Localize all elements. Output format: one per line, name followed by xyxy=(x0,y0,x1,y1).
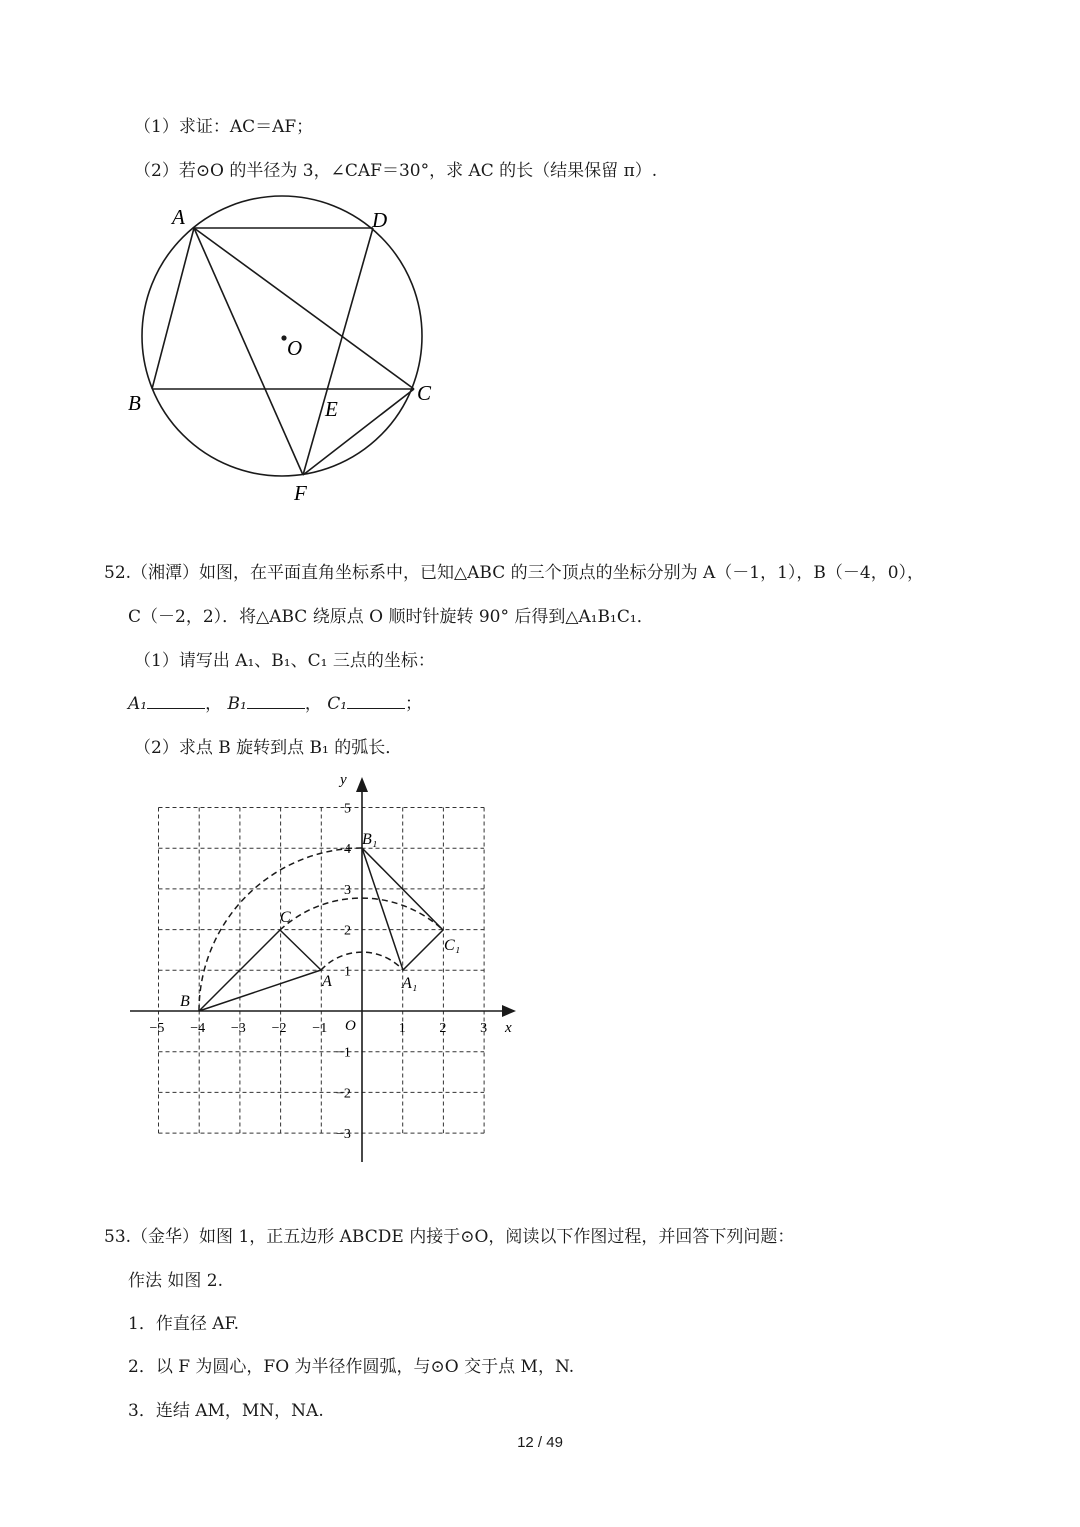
q52-coordinate-graph xyxy=(125,770,525,1170)
x-tick-label: 1 xyxy=(398,1021,406,1036)
x-tick-label: 2 xyxy=(439,1021,447,1036)
y-tick-label: 3 xyxy=(344,882,351,898)
label-f: F xyxy=(294,481,307,505)
tick-labels xyxy=(150,802,488,1143)
seg-ac xyxy=(194,228,414,389)
q53-line1: 53.（金华）如图 1，正五边形 ABCDE 内接于⊙O，阅读以下作图过程，并回答下列问题： xyxy=(104,1227,795,1247)
page-number: 12 / 49 xyxy=(517,1434,563,1451)
q52-line2: C（－2，2）．将△ABC 绕原点 O 顺时针旋转 90° 后得到△A₁B₁C₁． xyxy=(128,607,654,627)
sep-2: ， xyxy=(304,694,322,714)
q52-blanks xyxy=(128,693,422,715)
x-tick-label: −2 xyxy=(271,1021,287,1036)
q51-part2: （2）若⊙O 的半径为 3，∠CAF＝30°，求 AC 的长（结果保留 π）. xyxy=(134,161,658,181)
label-b: B xyxy=(128,391,141,415)
circle-o xyxy=(142,196,422,476)
label-e: E xyxy=(325,397,338,421)
y-tick-label: 2 xyxy=(344,923,351,939)
label-c: C xyxy=(417,381,432,405)
q51-figure xyxy=(125,195,445,515)
q51-part1: （1）求证：AC＝AF； xyxy=(134,117,314,137)
blank-a1[interactable] xyxy=(147,694,205,709)
q53-step2: 2．以 F 为圆心，FO 为半径作圆弧，与⊙O 交于点 M，N. xyxy=(128,1357,575,1377)
x-tick-label: −4 xyxy=(190,1021,206,1036)
point-label-b: B xyxy=(180,993,190,1010)
y-tick-label: 5 xyxy=(344,801,351,817)
label-o: O xyxy=(287,336,303,360)
x-tick-label: −5 xyxy=(149,1021,165,1036)
x-axis-arrow xyxy=(502,1005,516,1017)
sep-end: ； xyxy=(405,694,423,714)
blank-a1-label: A₁ xyxy=(128,694,148,714)
q52-part2: （2）求点 B 旋转到点 B₁ 的弧长． xyxy=(134,738,403,758)
y-tick-label: 1 xyxy=(344,964,351,980)
center-dot xyxy=(281,335,286,340)
point-label-c1: C₁ xyxy=(444,937,461,954)
x-tick-label: 3 xyxy=(480,1021,488,1036)
q52-part1: （1）请写出 A₁、B₁、C₁ 三点的坐标： xyxy=(134,651,435,671)
blank-c1-label: C₁ xyxy=(327,694,348,714)
y-tick-label: 4 xyxy=(344,842,351,858)
axis-label-y: y xyxy=(340,772,347,788)
y-tick-label: −2 xyxy=(336,1086,351,1102)
seg-ab xyxy=(152,228,194,389)
q52-line1: 52.（湘潭）如图，在平面直角坐标系中，已知△ABC 的三个顶点的坐标分别为 A（－1，1），B（－4，0）， xyxy=(104,563,925,583)
q53-line2: 作法 如图 2. xyxy=(128,1271,224,1291)
y-axis-arrow xyxy=(356,777,368,792)
sep-1: ， xyxy=(205,694,223,714)
x-tick-label: −1 xyxy=(312,1021,328,1036)
label-d: D xyxy=(372,208,388,232)
x-tick-label: −3 xyxy=(230,1021,246,1036)
point-label-a1: A₁ xyxy=(402,975,418,992)
y-tick-label: −1 xyxy=(336,1045,351,1061)
label-a: A xyxy=(172,205,185,229)
q53-step3: 3．连结 AM，MN，NA. xyxy=(128,1401,324,1421)
axis-label-x: x xyxy=(505,1020,512,1036)
origin-label: O xyxy=(345,1018,356,1034)
y-tick-label: −3 xyxy=(336,1127,351,1143)
q53-step1: 1．作直径 AF. xyxy=(128,1314,240,1334)
blank-c1[interactable] xyxy=(347,694,405,709)
point-label-c: C xyxy=(280,909,291,926)
blank-b1[interactable] xyxy=(247,694,305,709)
seg-cf xyxy=(303,389,414,475)
blank-b1-label: B₁ xyxy=(227,694,247,714)
point-label-b1: B₁ xyxy=(362,831,378,848)
point-label-a: A xyxy=(322,973,332,990)
